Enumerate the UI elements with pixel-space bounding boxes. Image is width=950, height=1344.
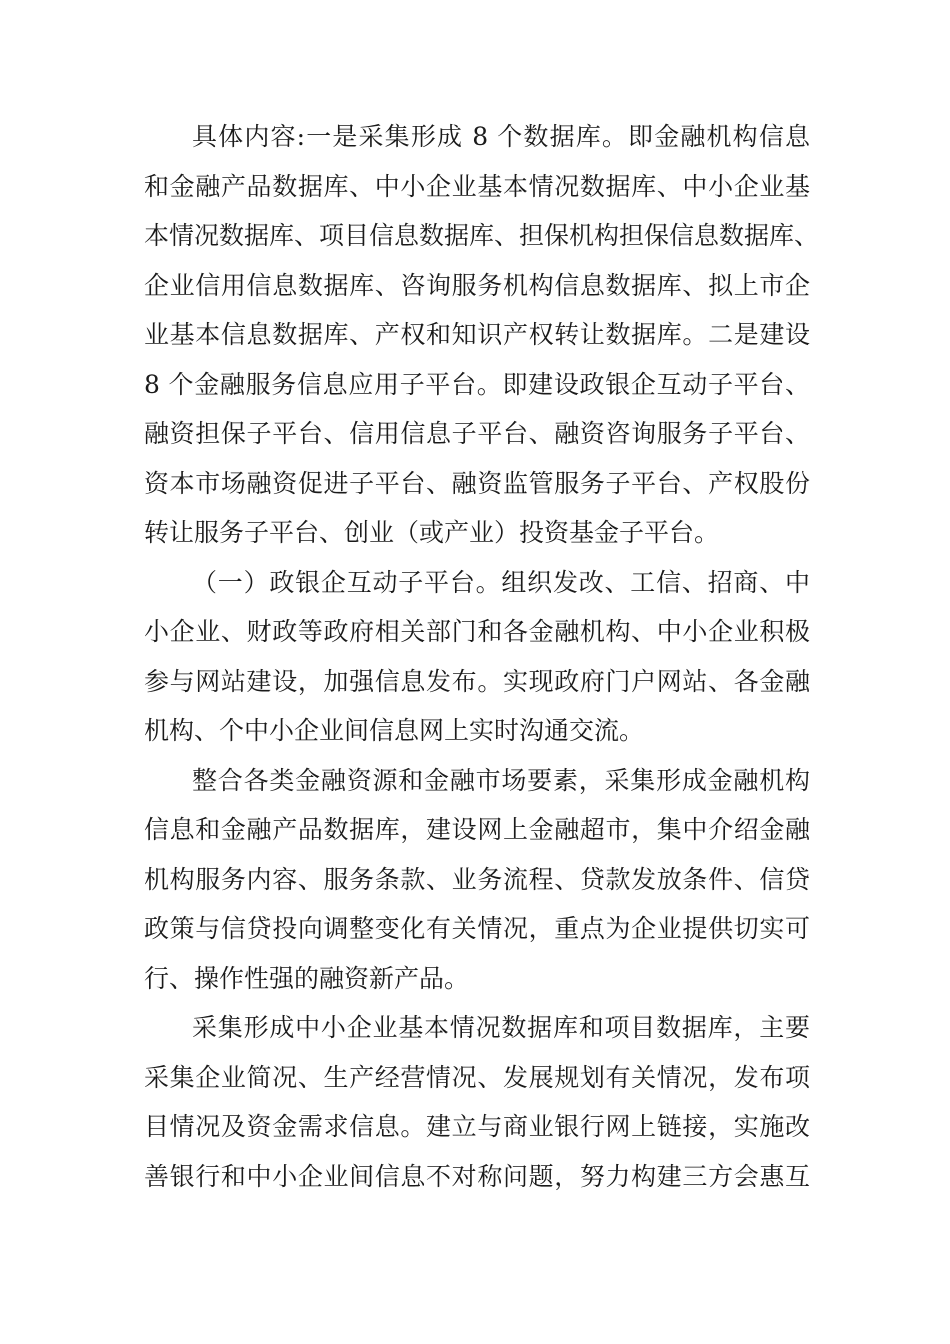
paragraph-sme-database xyxy=(144,1003,810,1201)
text-line: 机构、个中小企业间信息网上实时沟通交流。 xyxy=(144,716,645,745)
text-line: 机构服务内容、服务条款、业务流程、贷款发放条件、信贷 xyxy=(144,864,810,894)
text-line: 目情况及资金需求信息。建立与商业银行网上链接，实施改 xyxy=(144,1112,810,1141)
paragraph-databases xyxy=(144,112,820,558)
text-line: 采集形成中小企业基本情况数据库和项目数据库，主要 xyxy=(192,1013,810,1042)
text-line: 8 个金融服务信息应用子平台。即建设政银企互动子平台、 xyxy=(144,369,810,399)
text-line: 融资担保子平台、信用信息子平台、融资咨询服务子平台、 xyxy=(144,419,810,448)
text-line: 资本市场融资促进子平台、融资监管服务子平台、产权股份 xyxy=(144,468,810,498)
text-line: 本情况数据库、项目信息数据库、担保机构担保信息数据库、 xyxy=(144,221,820,250)
paragraph-interaction-platform xyxy=(144,558,810,756)
text-line: 企业信用信息数据库、咨询服务机构信息数据库、拟上市企 xyxy=(144,270,810,300)
text-line: 整合各类金融资源和金融市场要素，采集形成金融机构 xyxy=(192,765,810,795)
text-line: 业基本信息数据库、产权和知识产权转让数据库。二是建设 xyxy=(144,320,810,349)
text-line: 信息和金融产品数据库，建设网上金融超市，集中介绍金融 xyxy=(144,815,810,844)
text-line: 政策与信贷投向调整变化有关情况，重点为企业提供切实可 xyxy=(144,914,810,943)
text-line: 具体内容:一是采集形成 8 个数据库。即金融机构信息 xyxy=(192,122,810,151)
text-line: 和金融产品数据库、中小企业基本情况数据库、中小企业基 xyxy=(144,171,810,201)
text-line: 善银行和中小企业间信息不对称问题，努力构建三方会惠互 xyxy=(144,1161,810,1191)
text-line: 小企业、财政等政府相关部门和各金融机构、中小企业积极 xyxy=(144,617,810,646)
text-line: （一）政银企互动子平台。组织发改、工信、招商、中 xyxy=(192,567,810,597)
paragraph-financial-resources xyxy=(144,756,810,1004)
text-line: 参与网站建设，加强信息发布。实现政府门户网站、各金融 xyxy=(144,666,810,696)
document-body xyxy=(144,112,820,1201)
text-line: 采集企业简况、生产经营情况、发展规划有关情况，发布项 xyxy=(144,1062,810,1092)
text-line: 行、操作性强的融资新产品。 xyxy=(144,963,470,993)
text-line: 转让服务子平台、创业（或产业）投资基金子平台。 xyxy=(144,518,720,547)
